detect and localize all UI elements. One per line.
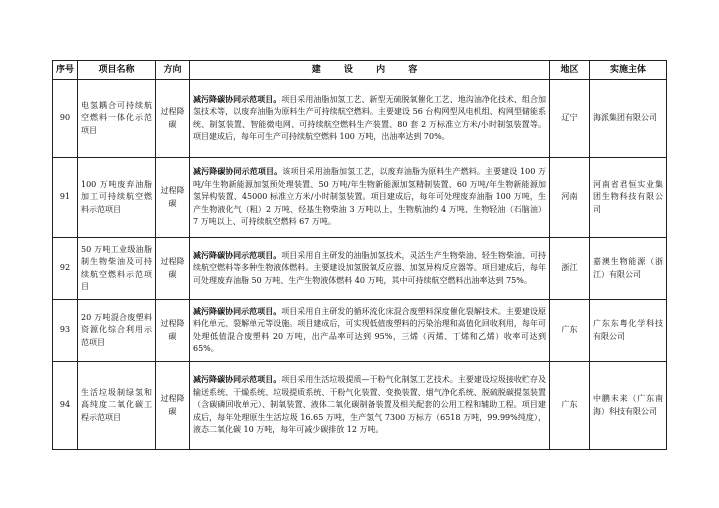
row-no: 91 xyxy=(53,158,78,238)
row-no: 90 xyxy=(53,80,78,158)
row-project-name: 电氢耦合可持续航空燃料一体化示范项目 xyxy=(78,80,156,158)
header-name: 项目名称 xyxy=(78,61,156,80)
header-no: 序号 xyxy=(53,61,78,80)
project-table xyxy=(52,60,667,450)
row-content-text: 项目采用生活垃圾提质—干粉气化制氢工艺技术。主要建设垃圾接收贮存及输送系统、干燥系统、垃圾提质系统、干粉气化装置、变换装置、烟气净化系统、脱硫脱碳提氢装置（含碳磷回收单元）、制氧装置、液体二氧化碳制备装置及相关配套的公用工程和辅助工程。项目建成后，每年处理原生生活垃圾 16.65 万吨，生产氢气 7300 万标方（6518 万吨，99.99%纯度），液态二氧化碳 10 万吨，每年可减少碳排放 12 万吨。 xyxy=(193,375,547,435)
table-row xyxy=(53,80,667,158)
row-no: 92 xyxy=(53,238,78,300)
row-region: 广东 xyxy=(550,362,590,450)
row-org: 广东东粤化学科技有限公司 xyxy=(590,300,667,362)
row-org: 河南省君恒实业集团生物科技有限公司 xyxy=(590,158,667,238)
row-content-lead: 减污降碳协同示范项目。 xyxy=(193,167,283,177)
row-org: 海派集团有限公司 xyxy=(590,80,667,158)
row-org: 嘉澳生物能源（浙江）有限公司 xyxy=(590,238,667,300)
row-content-lead: 减污降碳协同示范项目。 xyxy=(193,306,282,316)
row-direction: 过程降碳 xyxy=(156,238,190,300)
row-region: 辽宁 xyxy=(550,80,590,158)
row-content xyxy=(190,362,550,450)
row-region: 浙江 xyxy=(550,238,590,300)
row-no: 94 xyxy=(53,362,78,450)
row-no: 93 xyxy=(53,300,78,362)
table-header-row xyxy=(53,61,667,80)
row-content-text: 项目采用自主研发的油脂加氢技术，灵活生产生物柴油、轻生物柴油、可持续航空燃料等多种生物液体燃料。主要建设加氢脱氧反应器、加氢异构反应器等。项目建成后，每年可处理废弃油脂 50 万吨、生产生物液体燃料 40 万吨，其中可持续航空燃料出油率达到 75%。 xyxy=(193,250,547,285)
row-project-name: 100 万吨废弃油脂加工可持续航空燃料示范项目 xyxy=(78,158,156,238)
row-content-lead: 减污降碳协同示范项目。 xyxy=(193,250,282,260)
header-content: 建 设 内 容 xyxy=(190,61,550,80)
row-project-name: 生活垃圾制绿氢和高纯度二氧化碳工程示范项目 xyxy=(78,362,156,450)
table-row xyxy=(53,158,667,238)
row-content xyxy=(190,158,550,238)
row-project-name: 50 万吨工业级油脂制生物柴油及可持续航空燃料示范项目 xyxy=(78,238,156,300)
row-region: 广东 xyxy=(550,300,590,362)
row-content-text: 项目采用油脂加氢工艺、新型无硫脱氧催化工艺、地沟油净化技术、组合加氢技术等，以废弃油脂为原料生产可持续航空燃料。主要建设 56 台构网型风电机组、构网型储能系统、制氢装置、智能微电网、可持续航空燃料生产装置、80 套 2 万标准立方米/小时制氢装置等。项目建成后，每年可生产可持续航空燃料 100 万吨，出油率达到 70%。 xyxy=(193,94,547,141)
row-content-text: 项目采用自主研发的循环流化床混合废塑料深度催化裂解技术。主要建设原料化单元、裂解单元等设施。项目建成后，可实现低值废塑料的污染治理和高值化回收利用，每年可处理低值混合废塑料 20 万吨，出产品率可达到 95%，三烯（丙烯、丁烯和乙烯）收率可达到 65%。 xyxy=(193,306,547,353)
row-direction: 过程降碳 xyxy=(156,362,190,450)
table-row xyxy=(53,300,667,362)
row-content xyxy=(190,238,550,300)
header-org: 实施主体 xyxy=(590,61,667,80)
row-direction: 过程降碳 xyxy=(156,80,190,158)
row-content-lead: 减污降碳协同示范项目。 xyxy=(193,375,282,385)
table-row xyxy=(53,238,667,300)
row-content xyxy=(190,80,550,158)
table-row xyxy=(53,362,667,450)
row-content xyxy=(190,300,550,362)
row-region: 河南 xyxy=(550,158,590,238)
header-direction: 方向 xyxy=(156,61,190,80)
row-project-name: 20 万吨混合废塑料资源化综合利用示范项目 xyxy=(78,300,156,362)
row-content-text: 该项目采用油脂加氢工艺，以废弃油脂为原料生产燃料。主要建设 100 万吨/年生物新能源加氢预处理装置、50 万吨/年生物新能源加氢精制装置、60 万吨/年生物新能源加氢异构装置、45000 标准立方米/小时制氢装置。项目建成后，每年可处理废弃油脂 100 万吨，生产生物液化气（粗）2 万吨、烃基生物柴油 3 万吨以上，生物航油约 4 万吨、生物轻油（石脑油）7 万吨以上、可持续航空燃料 67 万吨。 xyxy=(193,167,546,227)
row-direction: 过程降碳 xyxy=(156,300,190,362)
row-org: 中鹏未来（广东南海）科技有限公司 xyxy=(590,362,667,450)
header-region: 地区 xyxy=(550,61,590,80)
row-content-lead: 减污降碳协同示范项目。 xyxy=(193,94,282,104)
row-direction: 过程降碳 xyxy=(156,158,190,238)
